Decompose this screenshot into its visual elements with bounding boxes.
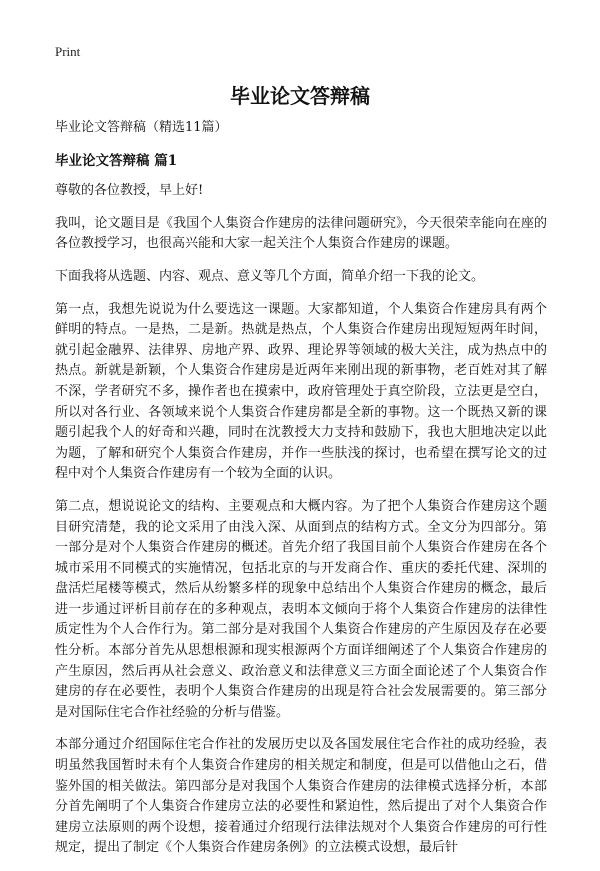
paragraph-point-one: 第一点，我想先说说为什么要选这一课题。大家都知道，个人集资合作建房具有两个鲜明的特点。一是热，二是新。热就是热点，个人集资合作建房出现短短两年时间，就引起金融界、法律界、房地产界、政界、理论界等领域的极大关注，成为热点中的热点。新就是新颖，个人集资合作建房是近两年来刚出现的新事物，老百姓对其了解不深，学者研究不多，操作者也在摸索中，政府管理处于真空阶段，立法更是空白，所以对各行业、各领域来说个人集资合作建房都是全新的事物。这一个既热又新的课题引起我个人的好奇和兴趣，同时在沈教授大力支持和鼓励下，我也大胆地决定以此为题，了解和研究个人集资合作建房，并作一些肤浅的探讨，也希望在撰写论文的过程中对个人集资合作建房有一个较为全面的认识。 — [55, 301, 547, 482]
print-link[interactable]: Print — [55, 44, 81, 59]
document-subtitle: 毕业论文答辩稿（精选11篇） — [55, 120, 228, 135]
paragraph-intro: 我叫，论文题目是《我国个人集资合作建房的法律问题研究》，今天很荣幸能向在座的各位教授学习，也很高兴能和大家一起关注个人集资合作建房的课题。 — [55, 215, 547, 252]
section-heading: 毕业论文答辩稿 篇1 — [55, 152, 178, 169]
document-title: 毕业论文答辩稿 — [230, 84, 370, 108]
paragraph-greeting: 尊敬的各位教授，早上好! — [55, 183, 204, 199]
paragraph-part-three: 本部分通过介绍国际住宅合作社的发展历史以及各国发展住宅合作社的成功经验，表明虽然我国暂时未有个人集资合作建房的相关规定和制度，但是可以借他山之石，借鉴外国的相关做法。第四部分是对我国个人集资合作建房的法律模式选择分析，本部分首先阐明了个人集资合作建房立法的必要性和紧迫性，然后提出了对个人集资合作建房立法原则的两个设想，接着通过介绍现行法律法规对个人集资合作建房的可行性规定，提出了制定《个人集资合作建房条例》的立法模式设想，最后针 — [55, 737, 547, 856]
document-body — [55, 118, 547, 871]
paragraph-overview: 下面我将从选题、内容、观点、意义等几个方面，简单介绍一下我的论文。 — [55, 268, 485, 284]
paragraph-point-two: 第二点，想说说论文的结构、主要观点和大概内容。为了把个人集资合作建房这个题目研究清楚，我的论文采用了由浅入深、从面到点的结构方式。全文分为四部分。第一部分是对个人集资合作建房的概述。首先介绍了我国目前个人集资合作建房在各个城市采用不同模式的实施情况，包括北京的与开发商合作、重庆的委托代建、深圳的盘活烂尾楼等模式，然后从纷繁多样的现象中总结出个人集资合作建房的概念，最后进一步通过评析目前存在的多种观点，表明本文倾向于将个人集资合作建房的法律性质定性为个人合作行为。第二部分是对我国个人集资合作建房的产生原因及存在必要性分析。本部分首先从思想根源和现实根源两个方面详细阐述了个人集资合作建房的产生原因，然后再从社会意义、政治意义和法律意义三方面全面论述了个人集资合作建房的存在必要性，表明个人集资合作建房的出现是符合社会发展需要的。第三部分是对国际住宅合作社经验的分析与借鉴。 — [55, 498, 547, 720]
